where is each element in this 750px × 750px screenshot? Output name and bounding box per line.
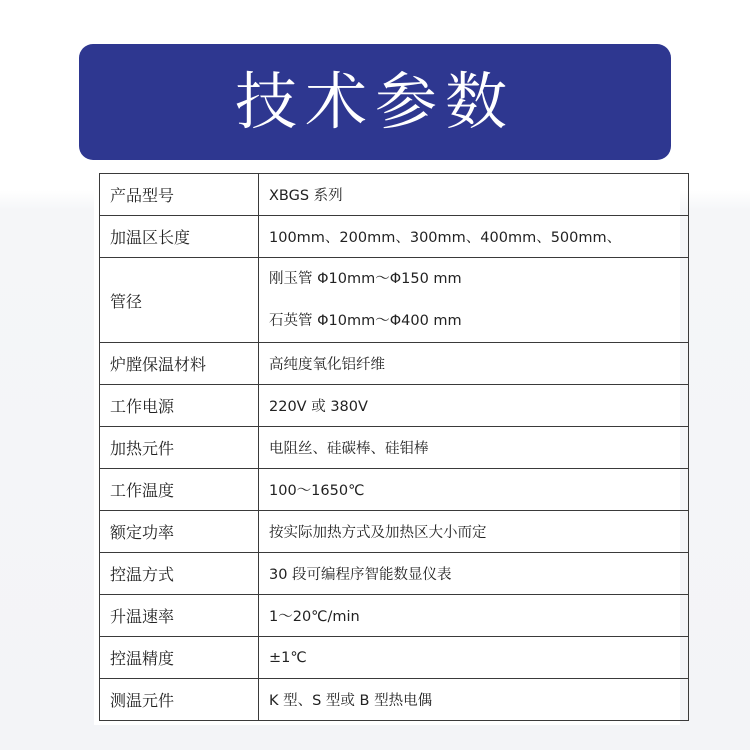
row-value: 高纯度氧化铝纤维 bbox=[259, 343, 689, 385]
row-label: 控温精度 bbox=[100, 637, 259, 679]
row-label: 炉膛保温材料 bbox=[100, 343, 259, 385]
table-row bbox=[100, 174, 689, 216]
row-label: 加热元件 bbox=[100, 427, 259, 469]
row-value: 100mm、200mm、300mm、400mm、500mm、 bbox=[259, 216, 689, 258]
spec-table-container bbox=[94, 169, 680, 725]
row-value-line: 刚玉管 Φ10mm～Φ150 mm bbox=[269, 271, 462, 287]
row-value: 1～20℃/min bbox=[259, 595, 689, 637]
row-value: 220V 或 380V bbox=[259, 385, 689, 427]
row-label: 工作温度 bbox=[100, 469, 259, 511]
table-row bbox=[100, 258, 689, 343]
row-value: 30 段可编程序智能数显仪表 bbox=[259, 553, 689, 595]
table-row bbox=[100, 511, 689, 553]
row-value: K 型、S 型或 B 型热电偶 bbox=[259, 679, 689, 721]
table-row bbox=[100, 469, 689, 511]
spec-table bbox=[99, 173, 689, 721]
row-label: 额定功率 bbox=[100, 511, 259, 553]
row-label: 加温区长度 bbox=[100, 216, 259, 258]
row-value-line: 石英管 Φ10mm～Φ400 mm bbox=[269, 313, 462, 329]
row-label: 产品型号 bbox=[100, 174, 259, 216]
table-row bbox=[100, 385, 689, 427]
table-row bbox=[100, 343, 689, 385]
page-title: 技术参数 bbox=[234, 65, 515, 138]
row-label: 测温元件 bbox=[100, 679, 259, 721]
table-row bbox=[100, 216, 689, 258]
row-value: 电阻丝、硅碳棒、硅钼棒 bbox=[259, 427, 689, 469]
title-banner bbox=[79, 44, 671, 160]
row-value: XBGS 系列 bbox=[259, 174, 689, 216]
table-row bbox=[100, 427, 689, 469]
row-value: 100～1650℃ bbox=[259, 469, 689, 511]
row-label: 工作电源 bbox=[100, 385, 259, 427]
row-label: 升温速率 bbox=[100, 595, 259, 637]
row-label: 控温方式 bbox=[100, 553, 259, 595]
table-row bbox=[100, 637, 689, 679]
row-value bbox=[259, 258, 689, 343]
table-row bbox=[100, 595, 689, 637]
row-value: ±1℃ bbox=[259, 637, 689, 679]
row-label: 管径 bbox=[100, 258, 259, 343]
table-row bbox=[100, 553, 689, 595]
row-value: 按实际加热方式及加热区大小而定 bbox=[259, 511, 689, 553]
table-row bbox=[100, 679, 689, 721]
